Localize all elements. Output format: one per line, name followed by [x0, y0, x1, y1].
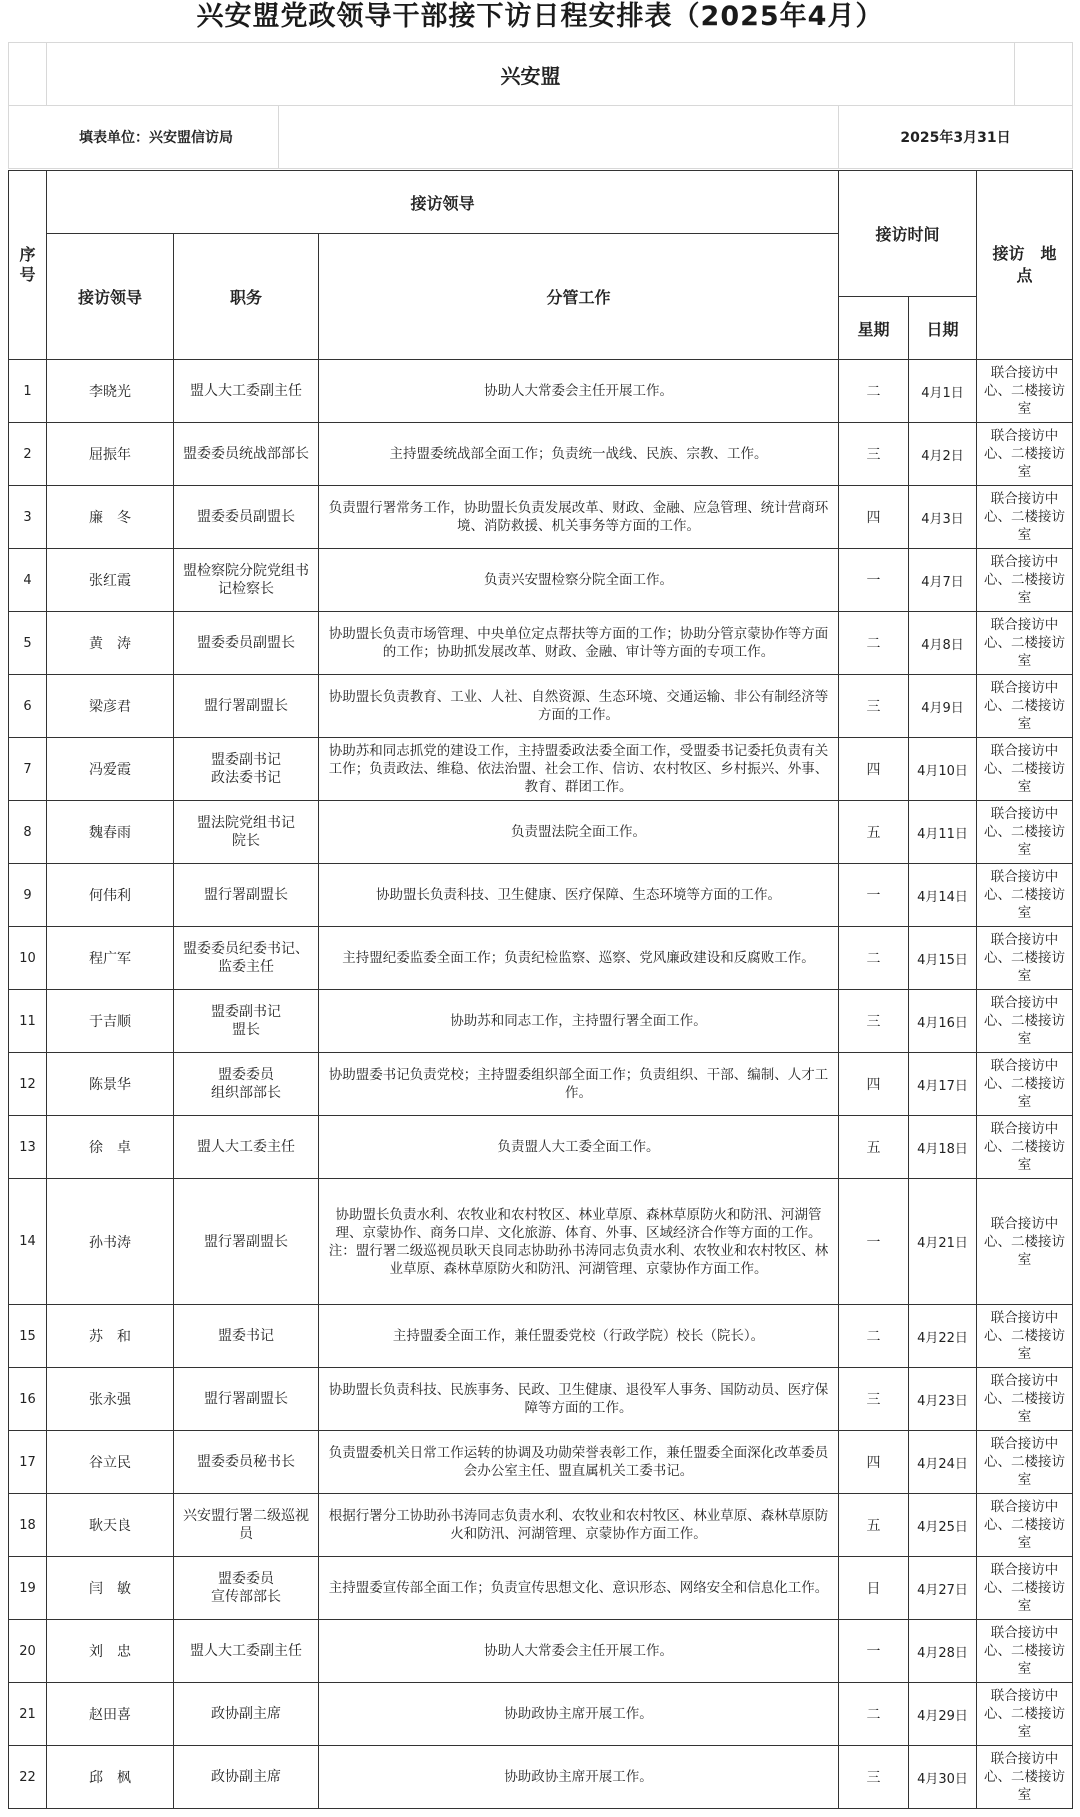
row-number: 1 [9, 360, 47, 423]
visit-date: 4月15日 [909, 927, 977, 990]
visit-location: 联合接访中心、二楼接访室 [977, 360, 1073, 423]
visit-location: 联合接访中心、二楼接访室 [977, 1368, 1073, 1431]
weekday: 一 [839, 1179, 909, 1305]
table-row [9, 423, 1073, 486]
fill-unit: 填表单位：兴安盟信访局 [9, 106, 279, 169]
weekday: 二 [839, 1305, 909, 1368]
visit-date: 4月1日 [909, 360, 977, 423]
row-number: 19 [9, 1557, 47, 1620]
blank-cell [279, 106, 839, 169]
header-info-table [8, 42, 1073, 169]
leader-name: 廉 冬 [47, 486, 174, 549]
visit-date: 4月14日 [909, 864, 977, 927]
schedule-body [9, 360, 1073, 1809]
table-row [9, 1683, 1073, 1746]
visit-date: 4月11日 [909, 801, 977, 864]
table-row [9, 1494, 1073, 1557]
visit-location: 联合接访中心、二楼接访室 [977, 1494, 1073, 1557]
table-row [9, 738, 1073, 801]
visit-location: 联合接访中心、二楼接访室 [977, 486, 1073, 549]
leader-name: 徐 卓 [47, 1116, 174, 1179]
row-number: 10 [9, 927, 47, 990]
visit-date: 4月28日 [909, 1620, 977, 1683]
leader-position: 政协副主席 [174, 1683, 319, 1746]
table-row [9, 1746, 1073, 1809]
duty-description: 协助盟长负责市场管理、中央单位定点帮扶等方面的工作；协助分管京蒙协作等方面的工作；协助抓发展改革、财政、金融、审计等方面的专项工作。 [319, 612, 839, 675]
visit-location: 联合接访中心、二楼接访室 [977, 1620, 1073, 1683]
visit-location: 联合接访中心、二楼接访室 [977, 549, 1073, 612]
visit-location: 联合接访中心、二楼接访室 [977, 1683, 1073, 1746]
header-position: 职务 [174, 234, 319, 360]
row-number: 5 [9, 612, 47, 675]
weekday: 一 [839, 549, 909, 612]
leader-name: 张永强 [47, 1368, 174, 1431]
table-row [9, 1368, 1073, 1431]
leader-position: 盟委委员统战部部长 [174, 423, 319, 486]
leader-name: 赵田喜 [47, 1683, 174, 1746]
leader-position: 盟法院党组书记 院长 [174, 801, 319, 864]
leader-position: 盟委委员副盟长 [174, 486, 319, 549]
leader-name: 于吉顺 [47, 990, 174, 1053]
header-duty: 分管工作 [319, 234, 839, 360]
table-row [9, 1179, 1073, 1305]
header-seq: 序号 [9, 171, 47, 360]
visit-date: 4月23日 [909, 1368, 977, 1431]
fill-date: 2025年3月31日 [839, 106, 1073, 169]
duty-description: 负责兴安盟检察分院全面工作。 [319, 549, 839, 612]
header-leader: 接访领导 [47, 234, 174, 360]
table-row [9, 1116, 1073, 1179]
visit-date: 4月25日 [909, 1494, 977, 1557]
leader-position: 盟委副书记 政法委书记 [174, 738, 319, 801]
duty-description: 主持盟委统战部全面工作；负责统一战线、民族、宗教、工作。 [319, 423, 839, 486]
weekday: 三 [839, 1368, 909, 1431]
leader-position: 盟人大工委副主任 [174, 1620, 319, 1683]
leader-position: 盟委委员 组织部部长 [174, 1053, 319, 1116]
row-number: 14 [9, 1179, 47, 1305]
leader-position: 盟行署副盟长 [174, 864, 319, 927]
visit-location: 联合接访中心、二楼接访室 [977, 864, 1073, 927]
visit-location: 联合接访中心、二楼接访室 [977, 423, 1073, 486]
leader-name: 刘 忠 [47, 1620, 174, 1683]
weekday: 四 [839, 1053, 909, 1116]
visit-location: 联合接访中心、二楼接访室 [977, 675, 1073, 738]
row-number: 18 [9, 1494, 47, 1557]
visit-date: 4月18日 [909, 1116, 977, 1179]
duty-description: 协助人大常委会主任开展工作。 [319, 1620, 839, 1683]
weekday: 三 [839, 423, 909, 486]
leader-position: 盟人大工委主任 [174, 1116, 319, 1179]
row-number: 20 [9, 1620, 47, 1683]
row-number: 8 [9, 801, 47, 864]
region-name: 兴安盟 [47, 43, 1015, 106]
row-number: 12 [9, 1053, 47, 1116]
weekday: 四 [839, 486, 909, 549]
row-number: 16 [9, 1368, 47, 1431]
leader-position: 盟委委员秘书长 [174, 1431, 319, 1494]
duty-description: 协助盟长负责科技、卫生健康、医疗保障、生态环境等方面的工作。 [319, 864, 839, 927]
leader-position: 盟行署副盟长 [174, 1368, 319, 1431]
header-leader-group: 接访领导 [47, 171, 839, 234]
duty-description: 负责盟法院全面工作。 [319, 801, 839, 864]
row-number: 2 [9, 423, 47, 486]
weekday: 二 [839, 1683, 909, 1746]
visit-location: 联合接访中心、二楼接访室 [977, 927, 1073, 990]
visit-date: 4月30日 [909, 1746, 977, 1809]
row-number: 6 [9, 675, 47, 738]
leader-position: 盟行署副盟长 [174, 1179, 319, 1305]
visit-date: 4月17日 [909, 1053, 977, 1116]
leader-name: 耿天良 [47, 1494, 174, 1557]
row-number: 22 [9, 1746, 47, 1809]
table-row [9, 1557, 1073, 1620]
leader-position: 政协副主席 [174, 1746, 319, 1809]
visit-date: 4月9日 [909, 675, 977, 738]
table-row [9, 1620, 1073, 1683]
leader-position: 盟委委员 宣传部部长 [174, 1557, 319, 1620]
visit-location: 联合接访中心、二楼接访室 [977, 738, 1073, 801]
leader-name: 程广军 [47, 927, 174, 990]
visit-date: 4月7日 [909, 549, 977, 612]
leader-position: 盟委副书记 盟长 [174, 990, 319, 1053]
visit-location: 联合接访中心、二楼接访室 [977, 1179, 1073, 1305]
leader-position: 盟委委员纪委书记、监委主任 [174, 927, 319, 990]
row-number: 13 [9, 1116, 47, 1179]
duty-description: 负责盟委机关日常工作运转的协调及功勋荣誉表彰工作，兼任盟委全面深化改革委员会办公室主任、盟直属机关工委书记。 [319, 1431, 839, 1494]
weekday: 一 [839, 1620, 909, 1683]
weekday: 三 [839, 1746, 909, 1809]
weekday: 五 [839, 1494, 909, 1557]
document-title: 兴安盟党政领导干部接下访日程安排表（2025年4月） [196, 1, 884, 32]
table-row [9, 675, 1073, 738]
leader-name: 魏春雨 [47, 801, 174, 864]
leader-position: 兴安盟行署二级巡视员 [174, 1494, 319, 1557]
visit-date: 4月24日 [909, 1431, 977, 1494]
duty-description: 负责盟人大工委全面工作。 [319, 1116, 839, 1179]
visit-location: 联合接访中心、二楼接访室 [977, 1053, 1073, 1116]
visit-location: 联合接访中心、二楼接访室 [977, 1305, 1073, 1368]
table-row [9, 486, 1073, 549]
weekday: 二 [839, 612, 909, 675]
visit-date: 4月2日 [909, 423, 977, 486]
row-number: 9 [9, 864, 47, 927]
visit-location: 联合接访中心、二楼接访室 [977, 1557, 1073, 1620]
leader-name: 陈景华 [47, 1053, 174, 1116]
leader-name: 张红霞 [47, 549, 174, 612]
schedule-table [8, 170, 1073, 1809]
header-weekday: 星期 [839, 297, 909, 360]
header-location: 接访 地点 [977, 171, 1073, 360]
leader-name: 李晓光 [47, 360, 174, 423]
duty-description: 根据行署分工协助孙书涛同志负责水利、农牧业和农村牧区、林业草原、森林草原防火和防汛、河湖管理、京蒙协作方面工作。 [319, 1494, 839, 1557]
visit-date: 4月3日 [909, 486, 977, 549]
visit-date: 4月29日 [909, 1683, 977, 1746]
weekday: 五 [839, 1116, 909, 1179]
visit-location: 联合接访中心、二楼接访室 [977, 801, 1073, 864]
visit-date: 4月27日 [909, 1557, 977, 1620]
duty-description: 协助盟长负责水利、农牧业和农村牧区、林业草原、森林草原防火和防汛、河湖管理、京蒙协作、商务口岸、文化旅游、体育、外事、区域经济合作等方面的工作。注：盟行署二级巡视员耿天良同志协助孙书涛同志负责水利、农牧业和农村牧区、林业草原、森林草原防火和防汛、河湖管理、京蒙协作方面工作。 [319, 1179, 839, 1305]
visit-location: 联合接访中心、二楼接访室 [977, 990, 1073, 1053]
row-number: 15 [9, 1305, 47, 1368]
leader-name: 苏 和 [47, 1305, 174, 1368]
visit-date: 4月10日 [909, 738, 977, 801]
leader-name: 谷立民 [47, 1431, 174, 1494]
leader-position: 盟委委员副盟长 [174, 612, 319, 675]
row-number: 11 [9, 990, 47, 1053]
leader-name: 闫 敏 [47, 1557, 174, 1620]
leader-name: 屈振年 [47, 423, 174, 486]
leader-name: 何伟利 [47, 864, 174, 927]
leader-name: 黄 涛 [47, 612, 174, 675]
visit-location: 联合接访中心、二楼接访室 [977, 1116, 1073, 1179]
table-row [9, 927, 1073, 990]
table-row [9, 612, 1073, 675]
leader-position: 盟人大工委副主任 [174, 360, 319, 423]
duty-description: 主持盟委宣传部全面工作；负责宣传思想文化、意识形态、网络安全和信息化工作。 [319, 1557, 839, 1620]
header-date: 日期 [909, 297, 977, 360]
blank-cell [1015, 43, 1073, 106]
duty-description: 协助苏和同志工作，主持盟行署全面工作。 [319, 990, 839, 1053]
row-number: 7 [9, 738, 47, 801]
weekday: 三 [839, 675, 909, 738]
duty-description: 协助苏和同志抓党的建设工作，主持盟委政法委全面工作，受盟委书记委托负责有关工作；负责政法、维稳、依法治盟、社会工作、信访、农村牧区、乡村振兴、外事、教育、群团工作。 [319, 738, 839, 801]
row-number: 3 [9, 486, 47, 549]
visit-date: 4月16日 [909, 990, 977, 1053]
duty-description: 主持盟委全面工作，兼任盟委党校（行政学院）校长（院长）。 [319, 1305, 839, 1368]
weekday: 日 [839, 1557, 909, 1620]
row-number: 17 [9, 1431, 47, 1494]
weekday: 一 [839, 864, 909, 927]
blank-cell [9, 43, 47, 106]
visit-location: 联合接访中心、二楼接访室 [977, 612, 1073, 675]
duty-description: 协助盟长负责科技、民族事务、民政、卫生健康、退役军人事务、国防动员、医疗保障等方面的工作。 [319, 1368, 839, 1431]
weekday: 二 [839, 360, 909, 423]
table-row [9, 864, 1073, 927]
duty-description: 协助人大常委会主任开展工作。 [319, 360, 839, 423]
leader-name: 冯爱霞 [47, 738, 174, 801]
visit-location: 联合接访中心、二楼接访室 [977, 1746, 1073, 1809]
duty-description: 协助盟长负责教育、工业、人社、自然资源、生态环境、交通运输、非公有制经济等方面的工作。 [319, 675, 839, 738]
visit-date: 4月22日 [909, 1305, 977, 1368]
duty-description: 协助政协主席开展工作。 [319, 1746, 839, 1809]
duty-description: 协助政协主席开展工作。 [319, 1683, 839, 1746]
duty-description: 负责盟行署常务工作，协助盟长负责发展改革、财政、金融、应急管理、统计营商环境、消防救援、机关事务等方面的工作。 [319, 486, 839, 549]
leader-name: 孙书涛 [47, 1179, 174, 1305]
table-row [9, 360, 1073, 423]
leader-name: 梁彦君 [47, 675, 174, 738]
visit-date: 4月8日 [909, 612, 977, 675]
visit-location: 联合接访中心、二楼接访室 [977, 1431, 1073, 1494]
table-row [9, 1431, 1073, 1494]
table-row [9, 1053, 1073, 1116]
header-time: 接访时间 [839, 171, 977, 297]
duty-description: 主持盟纪委监委全面工作；负责纪检监察、巡察、党风廉政建设和反腐败工作。 [319, 927, 839, 990]
table-row [9, 549, 1073, 612]
table-row [9, 990, 1073, 1053]
duty-description: 协助盟委书记负责党校；主持盟委组织部全面工作；负责组织、干部、编制、人才工作。 [319, 1053, 839, 1116]
row-number: 4 [9, 549, 47, 612]
leader-position: 盟委书记 [174, 1305, 319, 1368]
weekday: 四 [839, 1431, 909, 1494]
table-row [9, 1305, 1073, 1368]
weekday: 三 [839, 990, 909, 1053]
weekday: 二 [839, 927, 909, 990]
row-number: 21 [9, 1683, 47, 1746]
weekday: 四 [839, 738, 909, 801]
visit-date: 4月21日 [909, 1179, 977, 1305]
leader-position: 盟检察院分院党组书记检察长 [174, 549, 319, 612]
leader-name: 邱 枫 [47, 1746, 174, 1809]
weekday: 五 [839, 801, 909, 864]
table-row [9, 801, 1073, 864]
leader-position: 盟行署副盟长 [174, 675, 319, 738]
